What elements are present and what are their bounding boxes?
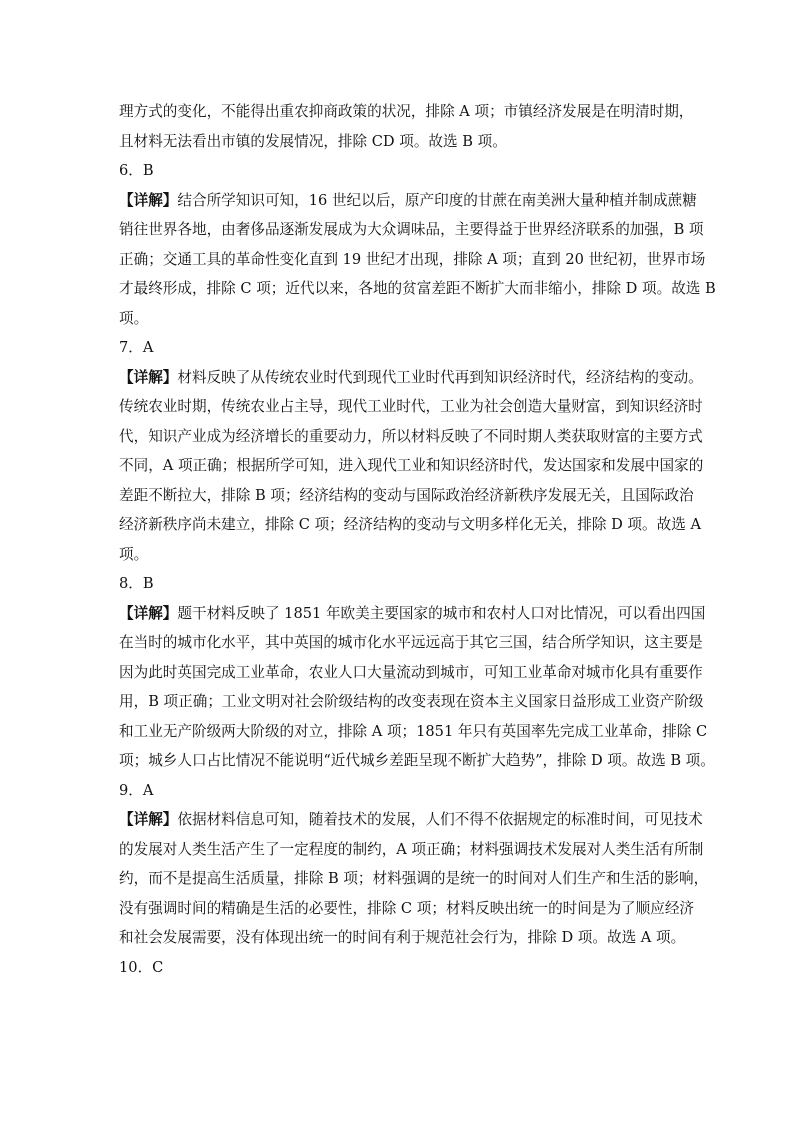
text-line: 结合所学知识可知，16 世纪以后，原产印度的甘蔗在南美洲大量种植并制成蔗糖 (177, 191, 697, 209)
text-line: 和工业无产阶级两大阶级的对立，排除 A 项；1851 年只有英国率先完成工业革命，排除 C (119, 722, 708, 740)
detail-label: 【详解】 (119, 191, 178, 209)
text-line: 项。 (119, 309, 149, 327)
text-line: 销往世界各地，由奢侈品逐渐发展成为大众调味品，主要得益于世界经济联系的加强，B 项 (119, 221, 704, 238)
text-line: 依据材料信息可知，随着技术的发展，人们不得不依据规定的标准时间，可见技术 (177, 811, 703, 828)
answer-heading: 10．C (119, 958, 164, 976)
detail-label: 【详解】 (119, 811, 178, 828)
text-line: 才最终形成，排除 C 项；近代以来，各地的贫富差距不断扩大而非缩小，排除 D 项。故选 B (119, 280, 716, 297)
text-line: 没有强调时间的精确是生活的必要性，排除 C 项；材料反映出统一的时间是为了顺应经济 (119, 899, 695, 917)
explanation-line (119, 186, 697, 216)
answer-heading: 7．A (119, 339, 154, 356)
text-line: 传统农业时期，传统农业占主导，现代工业时代，工业为社会创造大量财富，到知识经济时 (119, 398, 703, 415)
text-line: 正确；交通工具的革命性变化直到 19 世纪才出现，排除 A 项；直到 20 世纪初，世界市场 (119, 250, 706, 268)
answer-heading: 6．B (119, 162, 154, 179)
text-line: 差距不断拉大，排除 B 项；经济结构的变动与国际政治经济新秩序发展无关，且国际政治 (119, 486, 694, 504)
text-line: 的发展对人类生活产生了一定程度的制约，A 项正确；材料强调技术发展对人类生活有所制 (119, 840, 704, 858)
text-line: 因为此时英国完成工业革命，农业人口大量流动到城市，可知工业革命对城市化具有重要作 (119, 663, 703, 681)
explanation-line (119, 805, 703, 835)
text-line: 题干材料反映了 1851 年欧美主要国家的城市和农村人口对比情况，可以看出四国 (177, 604, 706, 622)
answer-heading: 8．B (119, 575, 154, 592)
explanation-line (119, 599, 706, 629)
text-line: 项；城乡人口占比情况不能说明“近代城乡差距呈现不断扩大趋势”，排除 D 项。故选 B 项。 (119, 752, 715, 769)
text-line: 经济新秩序尚未建立，排除 C 项；经济结构的变动与文明多样化无关，排除 D 项。故选 A (119, 516, 701, 533)
text-line: 材料反映了从传统农业时代到现代工业时代再到知识经济时代，经济结构的变动。 (177, 368, 703, 386)
text-line: 代，知识产业成为经济增长的重要动力，所以材料反映了不同时期人类获取财富的主要方式 (119, 427, 703, 445)
text-line: 约，而不是提高生活质量，排除 B 项；材料强调的是统一的时间对人们生产和生活的影响， (119, 870, 709, 887)
text-line: 和社会发展需要，没有体现出统一的时间有利于规范社会行为，排除 D 项。故选 A 项。 (119, 929, 686, 946)
text-line: 在当时的城市化水平，其中英国的城市化水平远远高于其它三国，结合所学知识，这主要是 (119, 634, 703, 651)
answer-heading: 9．A (119, 781, 154, 799)
detail-label: 【详解】 (119, 368, 178, 386)
text-line: 理方式的变化，不能得出重农抑商政策的状况，排除 A 项；市镇经济发展是在明清时期， (119, 103, 694, 120)
text-line: 项。 (119, 545, 149, 563)
text-line: 不同，A 项正确；根据所学可知，进入现代工业和知识经济时代，发达国家和发展中国家的 (119, 457, 704, 474)
explanation-line (119, 363, 703, 393)
text-line: 且材料无法看出市镇的发展情况，排除 CD 项。故选 B 项。 (119, 132, 507, 150)
text-line: 用，B 项正确；工业文明对社会阶级结构的改变表现在资本主义国家日益形成工业资产阶级 (119, 693, 704, 710)
detail-label: 【详解】 (119, 604, 178, 622)
